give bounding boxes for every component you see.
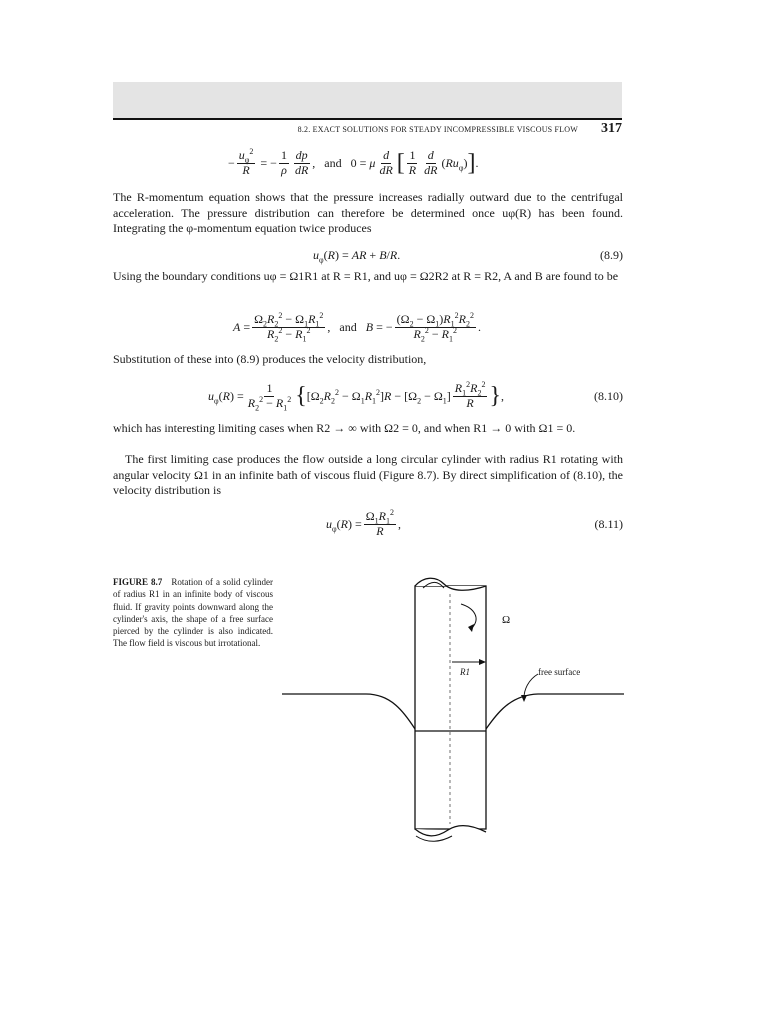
running-head: 8.2. EXACT SOLUTIONS FOR STEADY INCOMPRESSIBLE VISCOUS FLOW: [297, 125, 578, 134]
equation-number-8-9: (8.9): [600, 247, 623, 262]
figure-rotating-cylinder: [276, 574, 626, 846]
omega-label: Ω: [502, 614, 511, 626]
paragraph-first-limiting-case: The first limiting case produces the flow outside a long circular cylinder with radius R1 rotating with angular velocity Ω1 in an infinite bath of viscous fluid (Figure 8.7). By direct simplification of (8.10), the velocity distribution is: [113, 452, 623, 497]
paragraph-substitution: Substitution of these into (8.9) produces the velocity distribution,: [113, 352, 427, 366]
header-rule: [113, 118, 622, 120]
free-surface-label: free surface: [538, 667, 581, 677]
equation-8-9: $u_\varphi(R)$ = AR + B/R. (8.9): [113, 244, 623, 266]
equation-momentum-pair: − $\frac{u_\varphi^2}{R}$ = − $\frac{1}{\rho}$ $\frac{dp}{dR}$ , and 0 = μ $\frac{d}{dR}$ [ $\frac{1}{R}$ $\frac{d}{dR}$ $(Ru_\varphi)$ ] .: [228, 147, 479, 177]
free-surface-left: [282, 694, 415, 729]
header-band: [113, 82, 622, 118]
free-surface-right: [486, 694, 624, 729]
paragraph-limiting-cases: which has interesting limiting cases when R2 → ∞ with Ω2 = 0, and when R1 → 0 with Ω1 = 0.: [113, 421, 576, 435]
equation-A-B: A = $\frac{\Omega_2R_2^2 - \Omega_1R_1^2}{R_2^2 - R_1^2}$ , and B = − $\frac{(\Omega_2 - \Omega_1)R_1^2R_2^2}{R_2^2 - R_1^2}$ .: [233, 311, 481, 343]
equation-8-10: $u_\varphi(R)$ = $\frac{1}{R_2^2 - R_1^2}$ { $[\Omega_2R_2^2 - \Omega_1R_1^2]R - [\Omega_2 - \Omega_1]$ $\frac{R_1^2R_2^2}{R}$ } , (8.10): [113, 376, 623, 416]
radius-label: R1: [460, 667, 470, 677]
paragraph-boundary-conditions: Using the boundary conditions uφ = Ω1R1 at R = R1, and uφ = Ω2R2 at R = R2, A and B are found to be: [113, 269, 619, 283]
figure-caption: [113, 576, 273, 650]
figure-caption-label: FIGURE 8.7: [113, 577, 163, 587]
figure-caption-text: Rotation of a solid cylinder of radius R1 in an infinite body of viscous fluid. If gravity points downward along the cylinder's axis, the shape of a free surface pierced by the cylinder is also indicated. The flow field is viscous but irrotational.: [113, 577, 273, 649]
eq-AB-and: and: [339, 319, 357, 334]
cylinder-diagram: [276, 574, 626, 846]
equation-number-8-11: (8.11): [594, 516, 623, 531]
page-number: 317: [601, 121, 622, 136]
equation-number-8-10: (8.10): [594, 388, 623, 403]
paragraph-pressure: The R-momentum equation shows that the pressure increases radially outward due to the centrifugal acceleration. The pressure distribution can therefore be determined once uφ(R) has been found. Integrating the φ-momentum equation twice produces: [113, 190, 623, 235]
equation-8-11: $u_\varphi(R)$ = $\frac{\Omega_1R_1^2}{R}$ , (8.11): [113, 506, 623, 542]
eq-top-and: and: [324, 155, 342, 170]
